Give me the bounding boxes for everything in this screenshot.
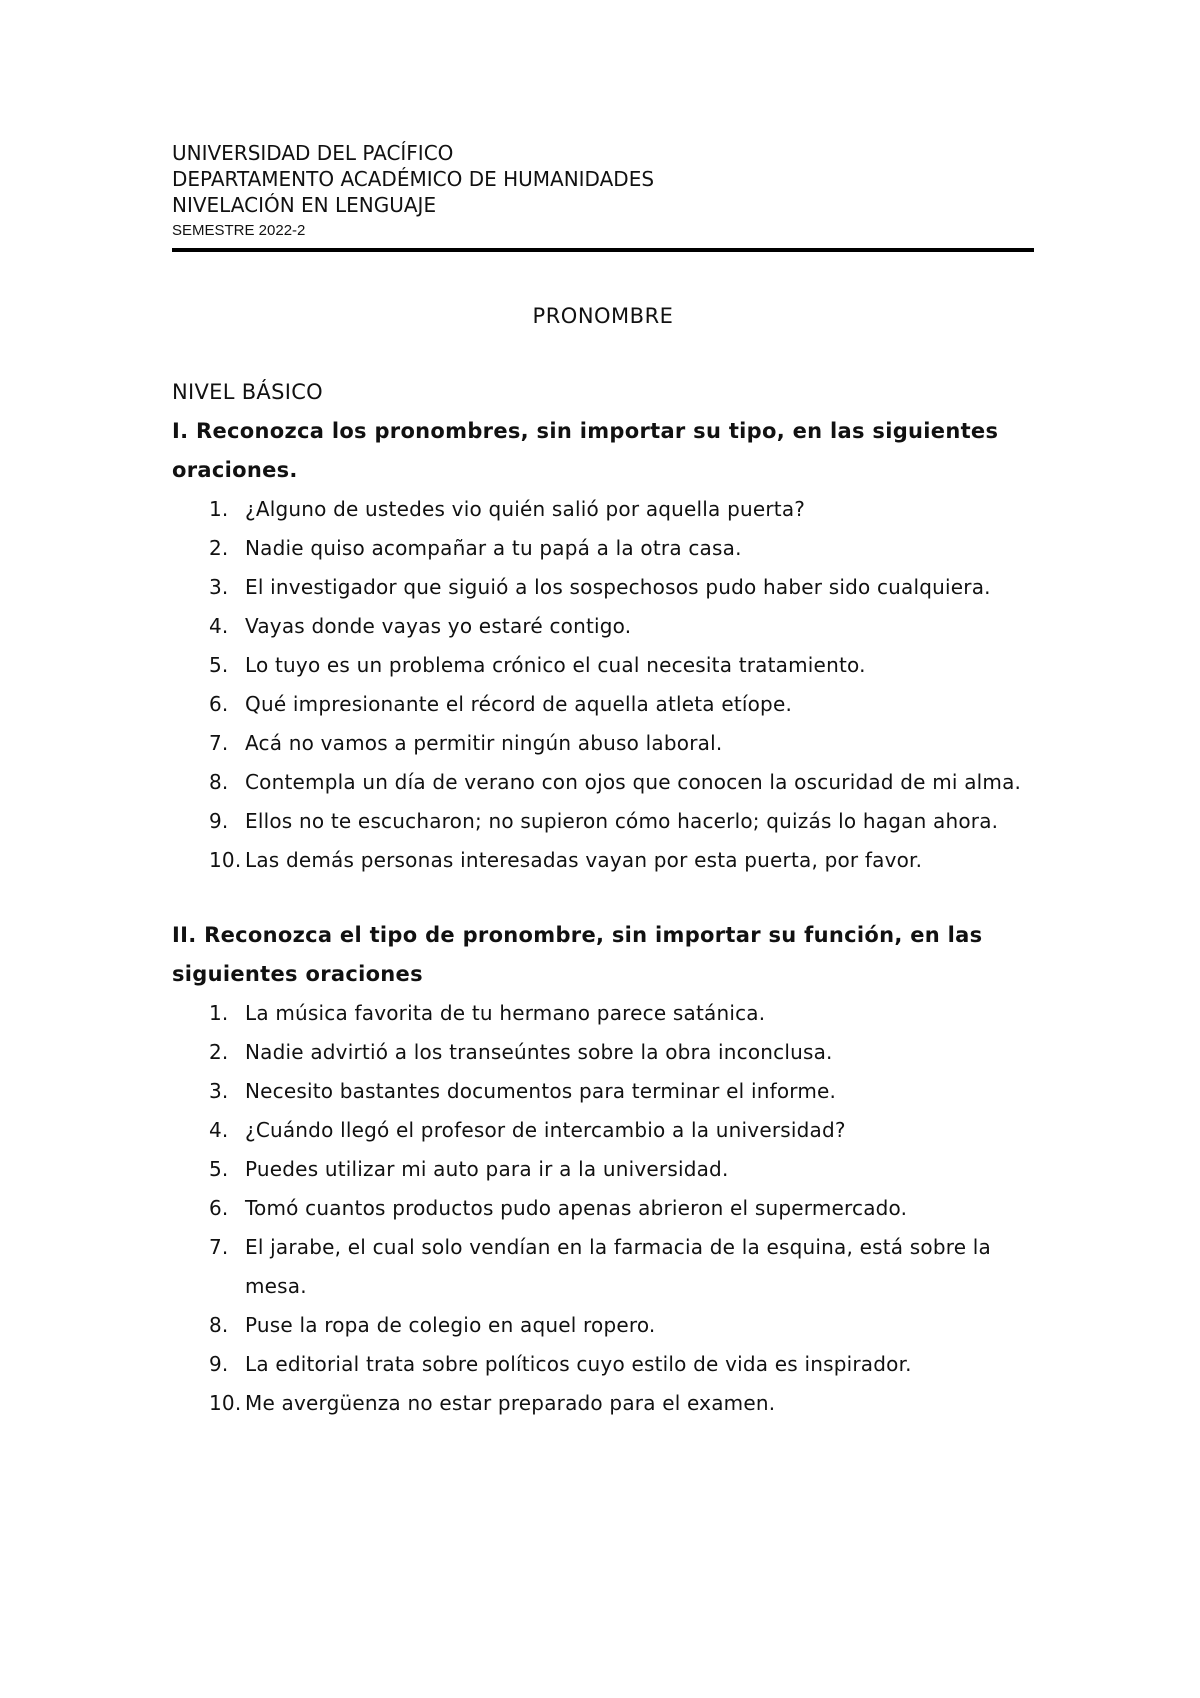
list-item — [172, 568, 1034, 607]
list-item — [172, 1189, 1034, 1228]
item-number: 6. — [209, 692, 229, 716]
list-item — [172, 1384, 1034, 1423]
item-number: 10. — [209, 848, 242, 872]
header-divider — [172, 248, 1034, 252]
item-number: 2. — [209, 536, 229, 560]
semester-label: SEMESTRE 2022-2 — [172, 222, 306, 239]
list-item — [172, 994, 1034, 1033]
item-text: Tomó cuantos productos pudo apenas abrieron el supermercado. — [245, 1196, 908, 1220]
item-text: Puse la ropa de colegio en aquel ropero. — [245, 1313, 656, 1337]
item-text: ¿Alguno de ustedes vio quién salió por aquella puerta? — [245, 497, 806, 521]
item-number: 9. — [209, 809, 229, 833]
item-number: 10. — [209, 1391, 242, 1415]
item-text: Vayas donde vayas yo estaré contigo. — [245, 614, 632, 638]
item-text: El jarabe, el cual solo vendían en la farmacia de la esquina, está sobre la mesa. — [245, 1235, 991, 1298]
list-item — [172, 802, 1034, 841]
list-item — [172, 1033, 1034, 1072]
list-item — [172, 1306, 1034, 1345]
list-item — [172, 841, 1034, 880]
item-text: Contempla un día de verano con ojos que conocen la oscuridad de mi alma. — [245, 770, 1022, 794]
item-number: 7. — [209, 731, 229, 755]
document-page — [172, 140, 1034, 1423]
list-item — [172, 529, 1034, 568]
university-name: UNIVERSIDAD DEL PACÍFICO — [172, 141, 454, 165]
item-number: 7. — [209, 1235, 229, 1259]
item-number: 1. — [209, 497, 229, 521]
level-heading: NIVEL BÁSICO — [172, 380, 323, 404]
list-item — [172, 685, 1034, 724]
item-text: La editorial trata sobre políticos cuyo estilo de vida es inspirador. — [245, 1352, 912, 1376]
list-item — [172, 490, 1034, 529]
item-text: La música favorita de tu hermano parece satánica. — [245, 1001, 766, 1025]
course-name: NIVELACIÓN EN LENGUAJE — [172, 193, 437, 217]
department-name: DEPARTAMENTO ACADÉMICO DE HUMANIDADES — [172, 167, 655, 191]
item-number: 9. — [209, 1352, 229, 1376]
section-1-instruction: I. Reconozca los pronombres, sin importar su tipo, en las siguientes oraciones. — [172, 419, 999, 482]
item-number: 1. — [209, 1001, 229, 1025]
item-text: Necesito bastantes documentos para terminar el informe. — [245, 1079, 837, 1103]
list-item — [172, 1072, 1034, 1111]
item-number: 6. — [209, 1196, 229, 1220]
item-number: 4. — [209, 1118, 229, 1142]
item-number: 8. — [209, 1313, 229, 1337]
item-text: Las demás personas interesadas vayan por esta puerta, por favor. — [245, 848, 923, 872]
section-2-instruction: II. Reconozca el tipo de pronombre, sin importar su función, en las siguientes oraciones — [172, 923, 983, 986]
list-item — [172, 724, 1034, 763]
item-text: Nadie advirtió a los transeúntes sobre la obra inconclusa. — [245, 1040, 833, 1064]
item-text: El investigador que siguió a los sospechosos pudo haber sido cualquiera. — [245, 575, 991, 599]
item-text: Ellos no te escucharon; no supieron cómo hacerlo; quizás lo hagan ahora. — [245, 809, 999, 833]
item-number: 3. — [209, 575, 229, 599]
list-item — [172, 646, 1034, 685]
list-item — [172, 1345, 1034, 1384]
list-item — [172, 1228, 1034, 1306]
item-text: Acá no vamos a permitir ningún abuso laboral. — [245, 731, 723, 755]
item-text: Me avergüenza no estar preparado para el examen. — [245, 1391, 776, 1415]
item-number: 4. — [209, 614, 229, 638]
item-number: 5. — [209, 1157, 229, 1181]
section-1-list — [172, 490, 1034, 880]
item-number: 8. — [209, 770, 229, 794]
item-text: ¿Cuándo llegó el profesor de intercambio a la universidad? — [245, 1118, 846, 1142]
item-number: 2. — [209, 1040, 229, 1064]
list-item — [172, 1111, 1034, 1150]
item-text: Nadie quiso acompañar a tu papá a la otra casa. — [245, 536, 742, 560]
list-item — [172, 763, 1034, 802]
list-item — [172, 607, 1034, 646]
list-item — [172, 1150, 1034, 1189]
item-text: Lo tuyo es un problema crónico el cual necesita tratamiento. — [245, 653, 866, 677]
item-number: 3. — [209, 1079, 229, 1103]
item-text: Qué impresionante el récord de aquella atleta etíope. — [245, 692, 793, 716]
item-text: Puedes utilizar mi auto para ir a la universidad. — [245, 1157, 729, 1181]
document-title: PRONOMBRE — [532, 304, 674, 328]
item-number: 5. — [209, 653, 229, 677]
section-2-list — [172, 994, 1034, 1423]
